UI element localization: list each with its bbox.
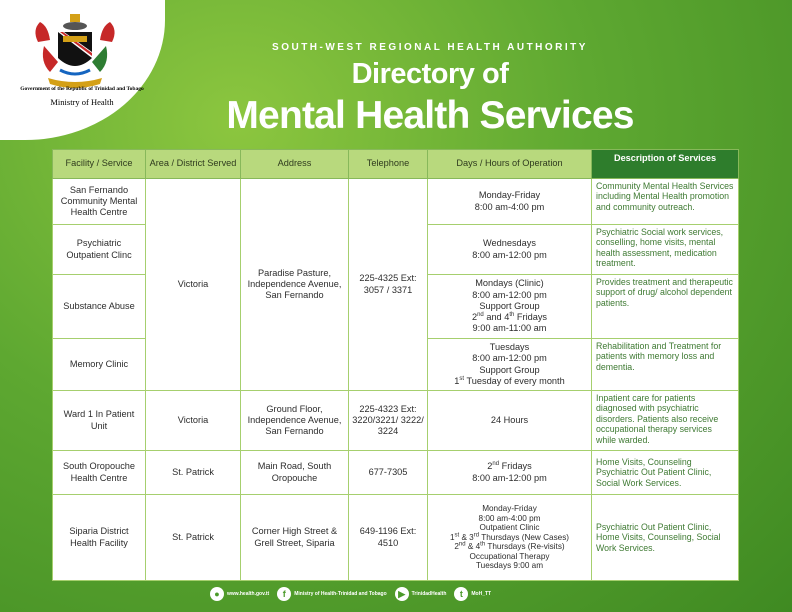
hours-line: 2nd & 4th Thursdays (Re-visits) — [454, 541, 565, 552]
globe-icon: ● — [210, 587, 224, 601]
government-line: Government of the Republic of Trinidad and Tobago — [20, 86, 144, 92]
facility-cell: Substance Abuse — [53, 275, 146, 339]
hours-line: Monday-Friday — [482, 503, 537, 513]
hours-cell — [428, 451, 592, 495]
header-facility: Facility / Service — [53, 150, 146, 179]
twitter-icon: t — [454, 587, 468, 601]
social-footer — [210, 584, 499, 604]
facebook-icon: f — [277, 587, 291, 601]
hours-line: 8:00 am-12:00 pm — [472, 289, 547, 300]
hours-line: Outpatient Clinic — [479, 523, 540, 533]
facility-cell: Ward 1 In Patient Unit — [53, 391, 146, 451]
hours-line: 1st & 3rd Thursdays (New Cases) — [449, 531, 570, 542]
coat-of-arms-icon — [30, 12, 120, 94]
description-cell: Inpatient care for patients diagnosed with psychiatric disorders. Patients also receive occupational therapy services while warded. — [592, 391, 739, 451]
table-row — [53, 495, 739, 581]
hours-cell — [428, 275, 592, 339]
facebook-text: Ministry of Health-Trinidad and Tobago — [294, 591, 387, 597]
description-cell: Community Mental Health Services including Mental Health promotion and community outreach. — [592, 179, 739, 225]
services-table — [52, 149, 739, 581]
hours-line: 8:00 am-4:00 pm — [478, 513, 541, 523]
facility-cell: San Fernando Community Mental Health Centre — [53, 179, 146, 225]
ministry-name: Ministry of Health — [50, 97, 114, 107]
hours-line: Support Group — [479, 300, 540, 311]
description-cell: Home Visits, Counseling Psychiatric Out Patient Clinic, Social Work Services. — [592, 451, 739, 495]
hours-line: Mondays (Clinic) — [475, 278, 544, 289]
youtube-link[interactable] — [395, 587, 447, 601]
hours-line: 8:00 am-12:00 pm — [472, 353, 547, 364]
address-cell: Paradise Pasture, Independence Avenue, San Fernando — [241, 179, 349, 391]
facebook-link[interactable] — [277, 587, 386, 601]
table-row — [53, 451, 739, 495]
table-row — [53, 179, 739, 225]
area-cell: St. Patrick — [146, 451, 241, 495]
hours-line: 1st Tuesday of every month — [454, 375, 565, 386]
area-cell: Victoria — [146, 391, 241, 451]
hours-line: Occupational Therapy — [469, 551, 550, 561]
facility-cell: Memory Clinic — [53, 339, 146, 391]
facility-cell: South Oropouche Health Centre — [53, 451, 146, 495]
title-line-2: Mental Health Services — [226, 94, 634, 137]
header-telephone: Telephone — [349, 150, 428, 179]
header-days: Days / Hours of Operation — [428, 150, 592, 179]
header-area: Area / District Served — [146, 150, 241, 179]
twitter-text: MoH_TT — [471, 591, 492, 597]
youtube-text: TrinidadHealth — [411, 591, 447, 597]
header-description: Description of Services — [592, 150, 739, 179]
address-cell: Main Road, South Oropouche — [241, 451, 349, 495]
description-cell: Psychiatric Social work services, conselling, home visits, mental health assessment, medication treatment. — [592, 225, 739, 275]
hours-line: 2nd Fridays — [487, 461, 532, 472]
hours-cell — [428, 225, 592, 275]
telephone-cell: 649-1196 Ext: 4510 — [349, 495, 428, 581]
hours-cell — [428, 339, 592, 391]
hours-line: Support Group — [479, 364, 540, 375]
hours-cell — [428, 495, 592, 581]
area-cell: St. Patrick — [146, 495, 241, 581]
area-cell: Victoria — [146, 179, 241, 391]
telephone-cell: 225-4323 Ext: 3220/3221/ 3222/ 3224 — [349, 391, 428, 451]
hours-line: 2nd and 4th Fridays — [471, 312, 548, 323]
description-cell: Rehabilitation and Treatment for patients with memory loss and dementia. — [592, 339, 739, 391]
table-header-row — [53, 150, 739, 179]
hours-line: Tuesdays 9:00 am — [475, 561, 544, 571]
hours-line: 8:00 am-12:00 pm — [472, 249, 547, 260]
description-cell: Provides treatment and therapeutic support of drug/ alcohol dependent patients. — [592, 275, 739, 339]
facility-cell: Psychiatric Outpatient Clinc — [53, 225, 146, 275]
description-cell: Psychiatric Out Patient Clinic, Home Visits, Counseling, Social Work Services. — [592, 495, 739, 581]
twitter-link[interactable] — [454, 587, 491, 601]
address-cell: Corner High Street & Grell Street, Siparia — [241, 495, 349, 581]
address-cell: Ground Floor, Independence Avenue, San Fernando — [241, 391, 349, 451]
website-link[interactable] — [210, 587, 269, 601]
hours-line: Tuesdays — [489, 342, 530, 353]
hours-line: Monday-Friday — [478, 190, 541, 201]
hours-cell — [428, 179, 592, 225]
youtube-icon: ▶ — [395, 587, 409, 601]
facility-cell: Siparia District Health Facility — [53, 495, 146, 581]
hours-line: Wednesdays — [483, 238, 536, 249]
title-line-1: Directory of — [351, 58, 509, 90]
hours-line: 8:00 am-12:00 pm — [472, 472, 547, 483]
authority-name: SOUTH-WEST REGIONAL HEALTH AUTHORITY — [272, 42, 588, 53]
table-row — [53, 391, 739, 451]
website-text: www.health.gov.tt — [227, 591, 270, 597]
telephone-cell: 225-4325 Ext: 3057 / 3371 — [349, 179, 428, 391]
hours-line: 8:00 am-4:00 pm — [474, 201, 545, 212]
header-address: Address — [241, 150, 349, 179]
hours-cell: 24 Hours — [428, 391, 592, 451]
telephone-cell: 677-7305 — [349, 451, 428, 495]
hours-line: 9:00 am-11:00 am — [472, 323, 547, 334]
